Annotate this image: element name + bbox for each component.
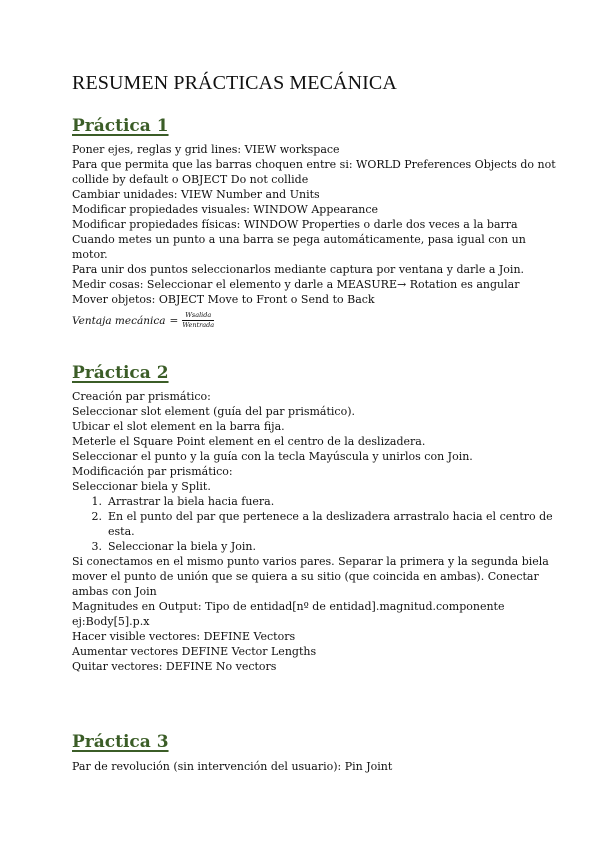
document-title: RESUMEN PRÁCTICAS MECÁNICA bbox=[72, 72, 397, 94]
text-line: Meterle el Square Point element en el centro de la deslizadera. bbox=[72, 435, 426, 448]
list-number: 2. bbox=[91, 510, 102, 523]
formula-fraction bbox=[182, 312, 214, 329]
list-number: 1. bbox=[91, 495, 102, 508]
text-line: Modificación par prismático: bbox=[72, 465, 233, 478]
text-line: collide by default o OBJECT Do not collide bbox=[72, 173, 309, 186]
text-line: mover el punto de unión que se quiera a su sitio (que coincida en ambas). Conectar bbox=[72, 570, 539, 583]
text-line: Hacer visible vectores: DEFINE Vectors bbox=[72, 630, 296, 643]
text-line: Aumentar vectores DEFINE Vector Lengths bbox=[72, 645, 317, 658]
list-item-continuation: esta. bbox=[108, 525, 135, 538]
text-line: Modificar propiedades visuales: WINDOW Appearance bbox=[72, 203, 379, 216]
text-line: ambas con Join bbox=[72, 585, 157, 598]
text-line: Magnitudes en Output: Tipo de entidad[nº de entidad].magnitud.componente bbox=[72, 600, 505, 613]
section-heading-practica-3: Práctica 3 bbox=[72, 732, 169, 752]
formula-lhs: Ventaja mecánica bbox=[72, 314, 166, 327]
text-line: Ubicar el slot element en la barra fija. bbox=[72, 420, 285, 433]
text-line: Para unir dos puntos seleccionarlos mediante captura por ventana y darle a Join. bbox=[72, 263, 525, 276]
text-line: motor. bbox=[72, 248, 108, 261]
list-item: Seleccionar la biela y Join. bbox=[108, 540, 256, 553]
text-line: Cambiar unidades: VIEW Number and Units bbox=[72, 188, 320, 201]
text-line: Para que permita que las barras choquen entre si: WORLD Preferences Objects do not bbox=[72, 158, 556, 171]
text-line: Mover objetos: OBJECT Move to Front o Send to Back bbox=[72, 293, 375, 306]
text-line: Si conectamos en el mismo punto varios pares. Separar la primera y la segunda biela bbox=[72, 555, 549, 568]
text-line: Creación par prismático: bbox=[72, 390, 211, 403]
section-heading-practica-2: Práctica 2 bbox=[72, 363, 169, 383]
text-line: Quitar vectores: DEFINE No vectors bbox=[72, 660, 277, 673]
formula-denominator: Wentrada bbox=[182, 321, 215, 329]
text-line: Poner ejes, reglas y grid lines: VIEW workspace bbox=[72, 143, 340, 156]
section-heading-practica-1: Práctica 1 bbox=[72, 116, 169, 136]
text-line: Modificar propiedades físicas: WINDOW Properties o darle dos veces a la barra bbox=[72, 218, 518, 231]
text-line: ej:Body[5].p.x bbox=[72, 615, 150, 628]
formula-numerator: Wsalida bbox=[185, 311, 212, 319]
text-line: Seleccionar slot element (guía del par prismático). bbox=[72, 405, 355, 418]
text-line: Cuando metes un punto a una barra se pega automáticamente, pasa igual con un bbox=[72, 233, 526, 246]
formula-equals: = bbox=[169, 314, 179, 327]
text-line: Medir cosas: Seleccionar el elemento y darle a MEASURE→ Rotation es angular bbox=[72, 278, 520, 291]
text-line: Seleccionar el punto y la guía con la tecla Mayúscula y unirlos con Join. bbox=[72, 450, 473, 463]
list-item: Arrastrar la biela hacia fuera. bbox=[108, 495, 275, 508]
list-number: 3. bbox=[91, 540, 102, 553]
list-item: En el punto del par que pertenece a la deslizadera arrastralo hacia el centro de bbox=[108, 510, 553, 523]
text-line: Par de revolución (sin intervención del usuario): Pin Joint bbox=[72, 760, 393, 773]
mechanical-advantage-formula bbox=[72, 312, 214, 329]
text-line: Seleccionar biela y Split. bbox=[72, 480, 211, 493]
